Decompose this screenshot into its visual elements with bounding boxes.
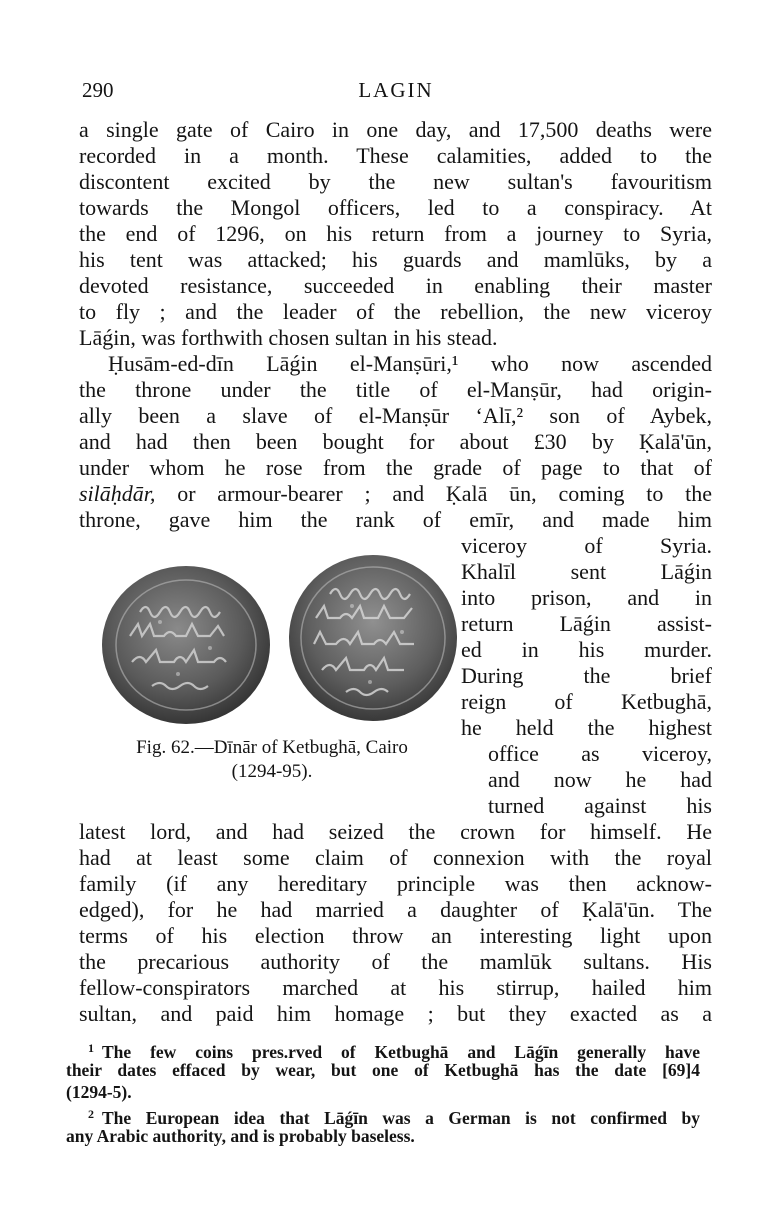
body-line: throne, gave him the rank of emīr, and made him [79, 507, 712, 532]
footnote-text: The few coins pres.rved of Ketbughā and Lāǵīn generally have [102, 1042, 700, 1062]
running-head: LAGIN [358, 78, 434, 102]
body-line: his tent was attacked; his guards and mamlūks, by a [79, 247, 712, 272]
body-line: ally been a slave of el-Manṣūr ‘Alī,² son of Aybek, [79, 403, 712, 428]
body-line: turned against his [488, 793, 712, 818]
page-number: 290 [82, 78, 114, 102]
body-line: a single gate of Cairo in one day, and 17,500 deaths were [79, 117, 712, 142]
body-line: sultan, and paid him homage ; but they exacted as a [79, 1001, 712, 1026]
footnote-line: (1294-5). [66, 1082, 132, 1102]
body-line: to fly ; and the leader of the rebellion, the new viceroy [79, 299, 712, 324]
body-line: fellow-conspirators marched at his stirrup, hailed him [79, 975, 712, 1000]
italic-term: silāḥdār, [79, 481, 156, 506]
body-line: return Lāǵin assist- [461, 611, 712, 636]
body-line: latest lord, and had seized the crown for himself. He [79, 819, 712, 844]
body-line: Lāǵin, was forthwith chosen sultan in his stead. [79, 325, 498, 350]
body-line: towards the Mongol officers, led to a conspiracy. At [79, 195, 712, 220]
body-line: under whom he rose from the grade of page to that of [79, 455, 712, 480]
body-line: edged), for he had married a daughter of Ḳalā'ūn. The [79, 897, 712, 922]
page-header [82, 78, 710, 108]
body-line: and now he had [488, 767, 712, 792]
body-line: devoted resistance, succeeded in enabling their master [79, 273, 712, 298]
footnote-marker: 2 [88, 1107, 94, 1121]
body-line: he held the highest [461, 715, 712, 740]
body-line: terms of his election throw an interesting light upon [79, 923, 712, 948]
coin-obverse-image [100, 564, 272, 726]
body-line [79, 481, 712, 507]
body-line: During the brief [461, 663, 712, 688]
body-line: Ḥusām-ed-dīn Lāǵin el-Manṣūri,¹ who now ascended [108, 351, 712, 376]
coin-figure [98, 548, 464, 738]
body-line: discontent excited by the new sultan's favouritism [79, 169, 712, 194]
footnote-text: The European idea that Lāǵīn was a German is not confirmed by [102, 1108, 700, 1128]
body-line: viceroy of Syria. [461, 533, 712, 558]
figure-caption: Fig. 62.—Dīnār of Ketbughā, Cairo [136, 737, 408, 758]
footnote-line: any Arabic authority, and is probably baseless. [66, 1126, 415, 1146]
body-line: Khalīl sent Lāǵin [461, 559, 712, 584]
body-line: and had then been bought for about £30 by Ḳalā'ūn, [79, 429, 712, 454]
body-text: or armour-bearer ; and Ḳalā ūn, coming to the [155, 481, 712, 506]
figure-caption-date: (1294-95). [231, 761, 313, 782]
footnote-1 [88, 1037, 700, 1062]
body-line: had at least some claim of connexion with the royal [79, 845, 712, 870]
body-line: into prison, and in [461, 585, 712, 610]
body-line: the end of 1296, on his return from a journey to Syria, [79, 221, 712, 246]
body-line: recorded in a month. These calamities, added to the [79, 143, 712, 168]
footnote-2 [88, 1103, 700, 1128]
body-line: office as viceroy, [488, 741, 712, 766]
body-line: ed in his murder. [461, 637, 712, 662]
body-line: reign of Ketbughā, [461, 689, 712, 714]
body-line: the precarious authority of the mamlūk sultans. His [79, 949, 712, 974]
footnote-marker: 1 [88, 1041, 94, 1055]
body-line: the throne under the title of el-Manṣūr, had origin- [79, 377, 712, 402]
body-line: family (if any hereditary principle was then acknow- [79, 871, 712, 896]
footnote-line: their dates effaced by wear, but one of Ketbughā has the date [69]4 [66, 1060, 700, 1080]
coin-reverse-image [286, 552, 460, 724]
